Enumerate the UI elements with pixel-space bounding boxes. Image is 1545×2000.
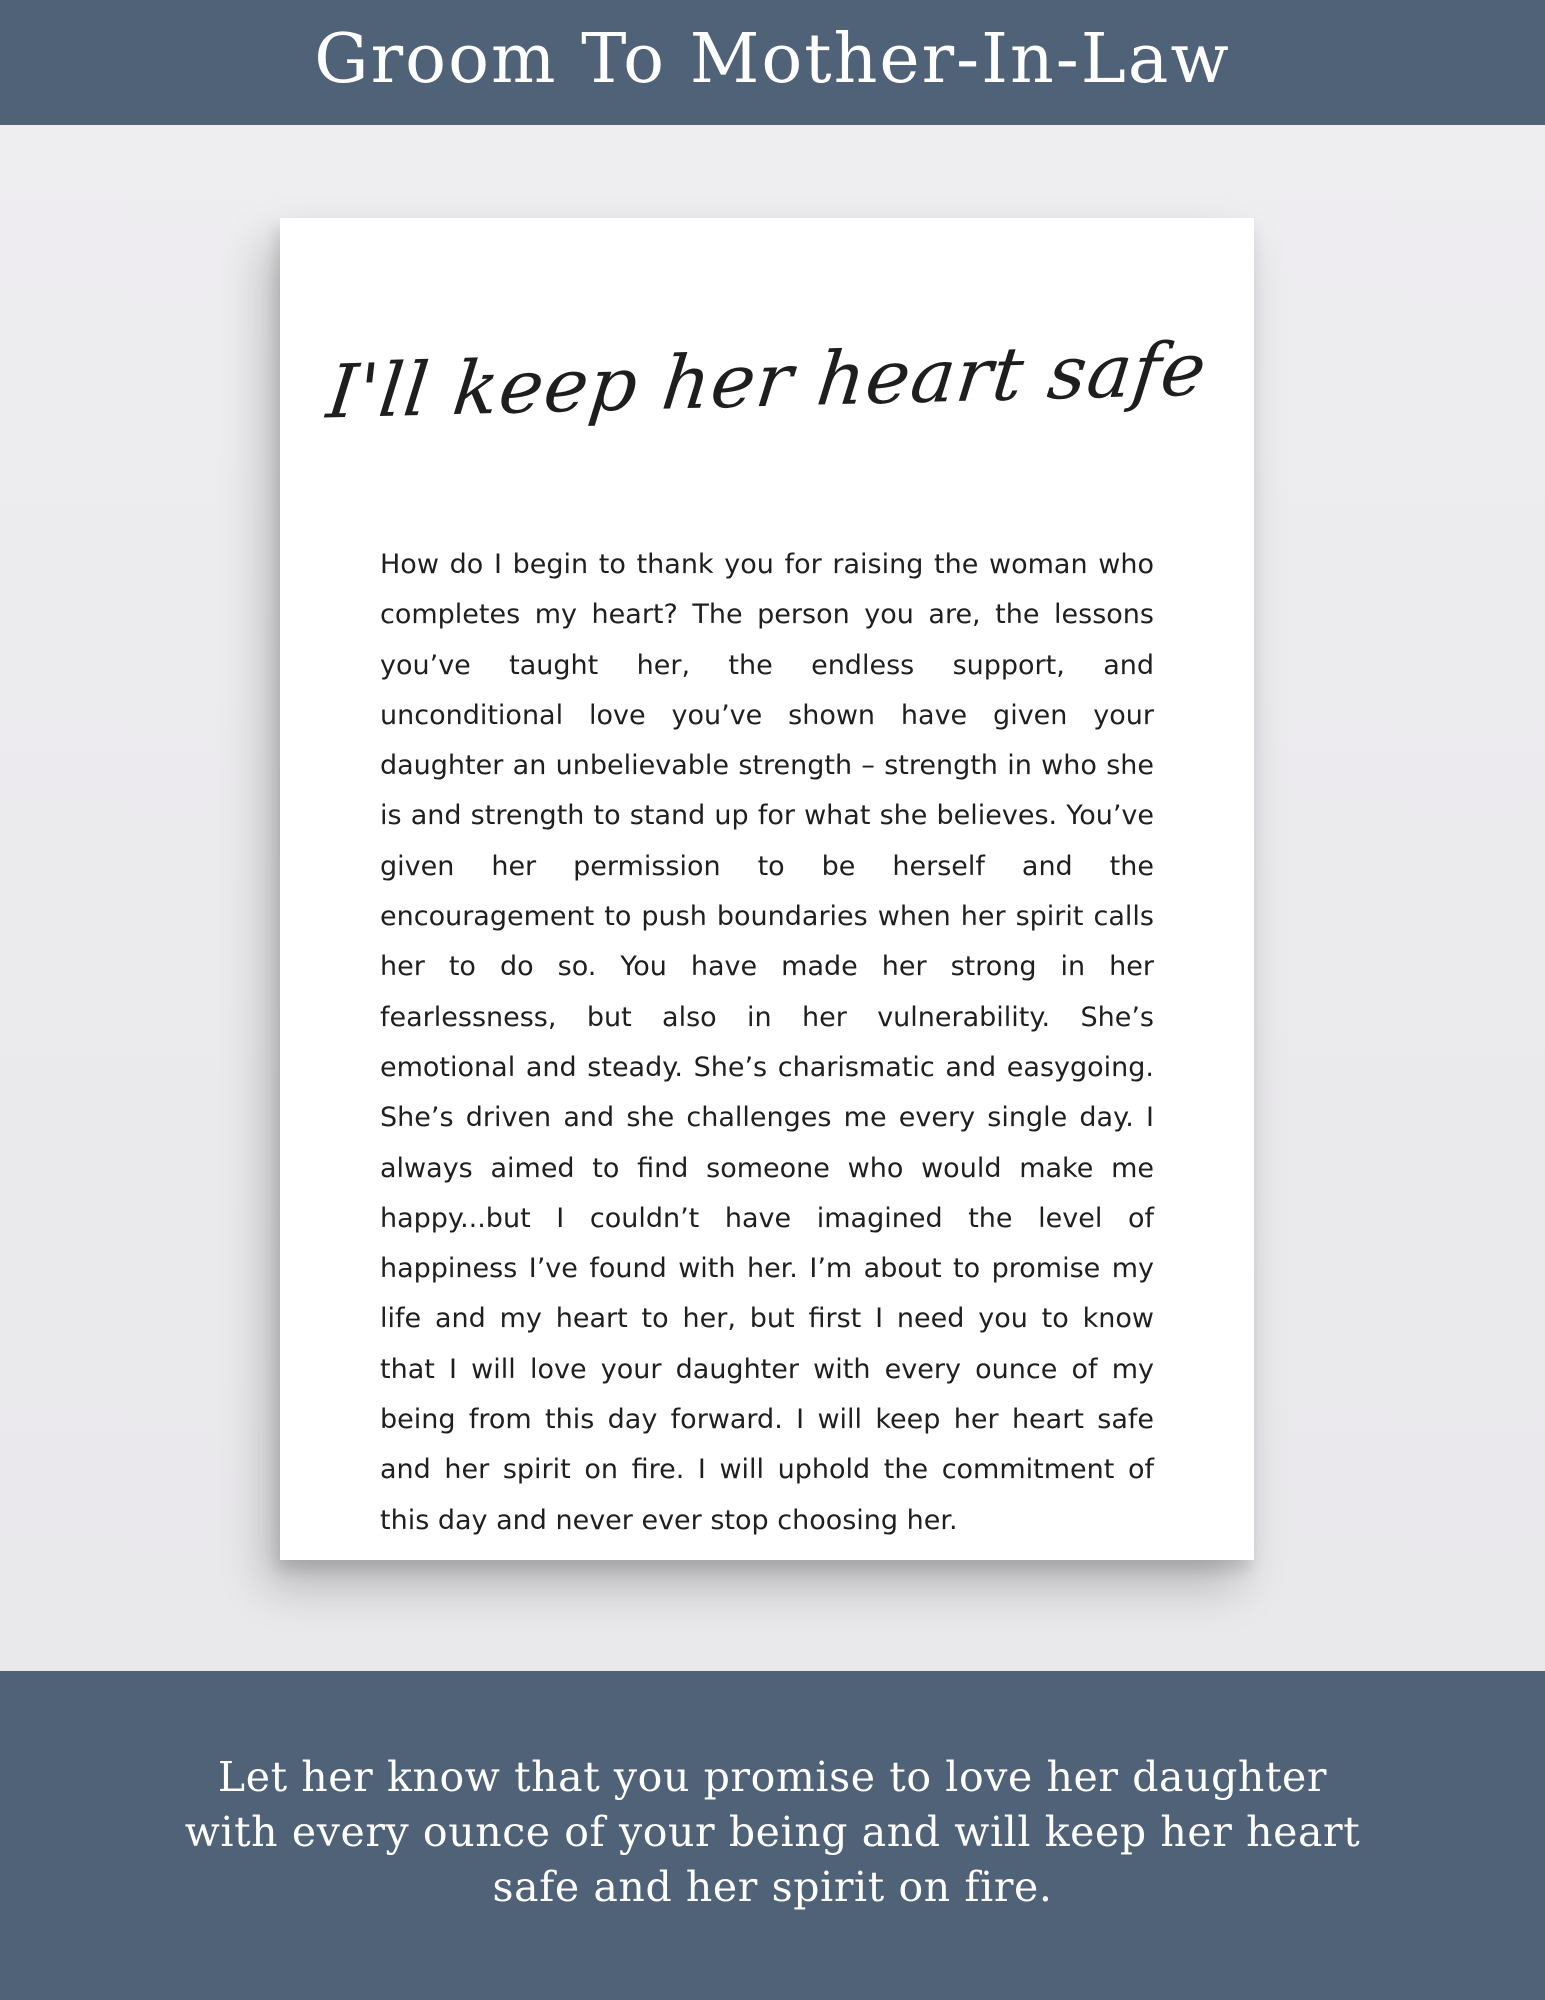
card-title: I'll keep her heart safe xyxy=(322,326,1212,436)
footer-banner xyxy=(0,1671,1545,2000)
header-banner xyxy=(0,0,1545,125)
letter-card xyxy=(280,218,1254,1560)
footer-caption: Let her know that you promise to love her daughter with every ounce of your being and will keep her heart safe and her spirit on fire. xyxy=(184,1753,1361,1911)
page-title: Groom To Mother-In-Law xyxy=(314,19,1231,99)
card-body-text: How do I begin to thank you for raising the woman who completes my heart? The person you are, the lessons you’ve taught her, the endless support, and unconditional love you’ve shown have given your daughter an unbelievable strength – strength in who she is and strength to stand up for what she believes. You’ve given her permission to be herself and the encouragement to push boundaries when her spirit calls her to do so. You have made her strong in her fearlessness, but also in her vulnerability. She’s emotional and steady. She’s charismatic and easygoing. She’s driven and she challenges me every single day. I always aimed to find someone who would make me happy...but I couldn’t have imagined the level of happiness I’ve found with her. I’m about to promise my life and my heart to her, but first I need you to know that I will love your daughter with every ounce of my being from this day forward. I will keep her heart safe and her spirit on fire. I will uphold the commitment of this day and never ever stop choosing her. xyxy=(380,549,1154,1536)
